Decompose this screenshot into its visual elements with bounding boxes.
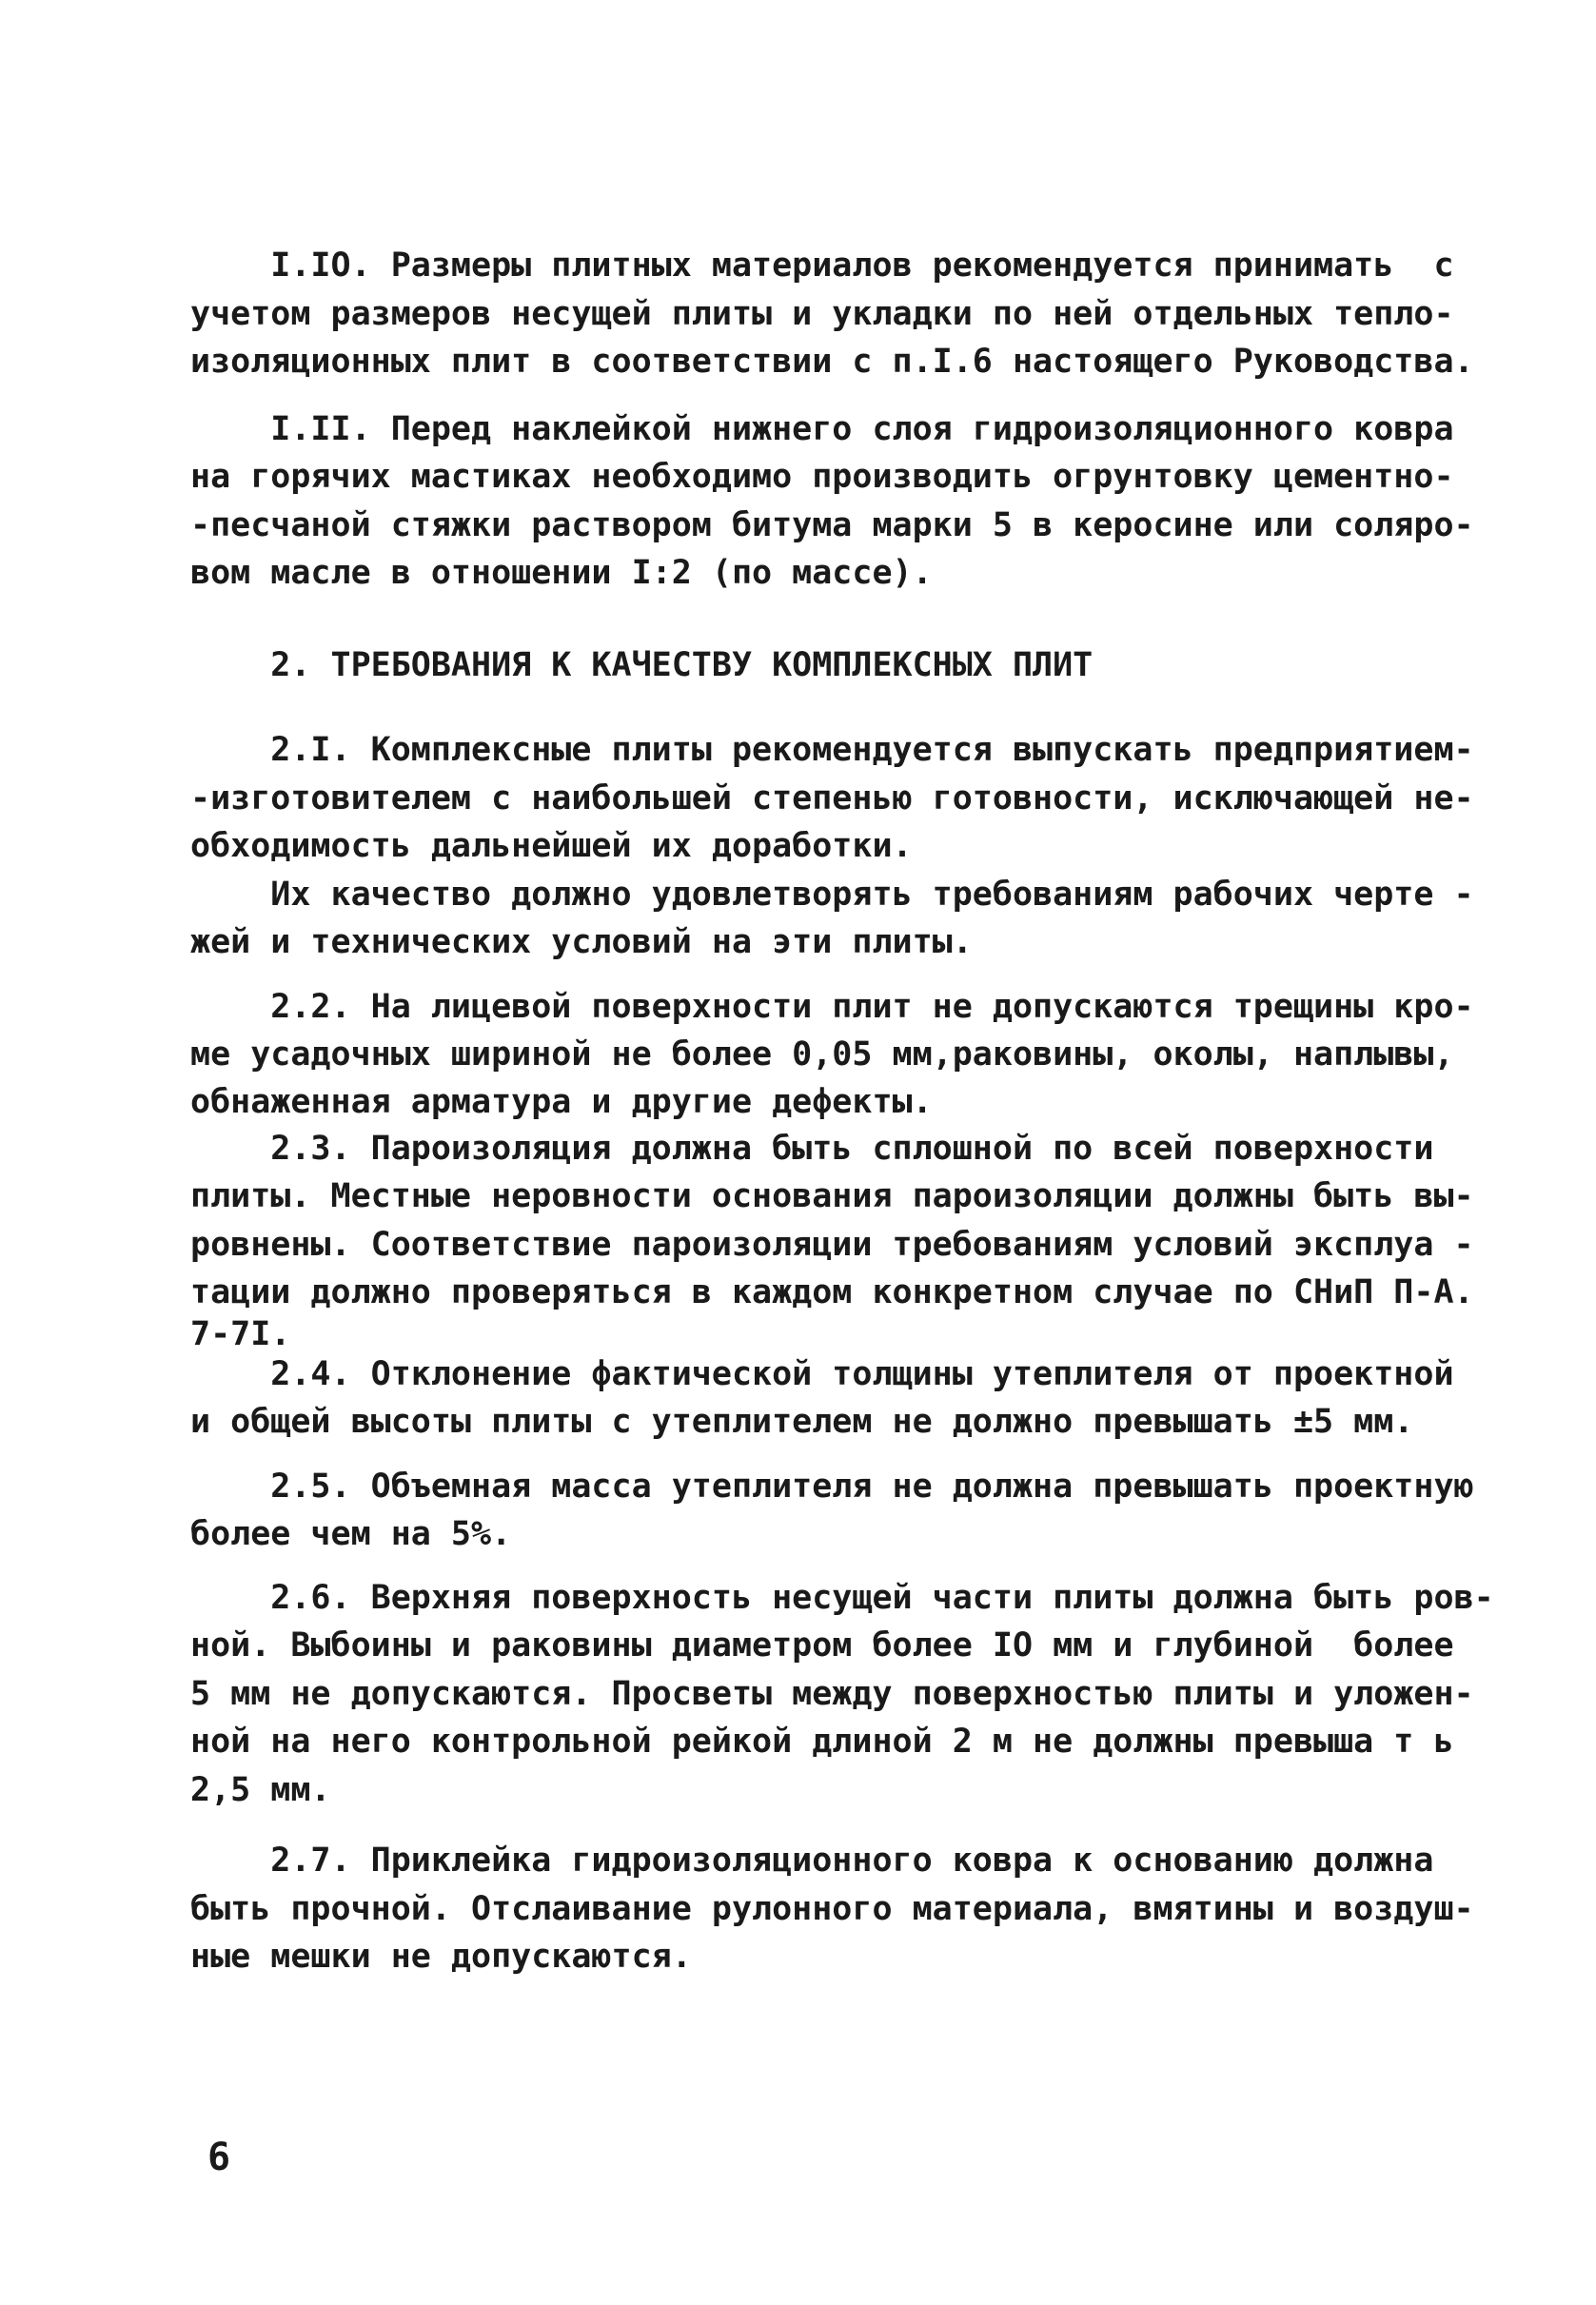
text-line: 7-7I. bbox=[190, 1315, 291, 1353]
text-line: более чем на 5%. bbox=[190, 1515, 512, 1553]
text-line: и общей высоты плиты с утеплителем не должно превышать ±5 мм. bbox=[190, 1403, 1414, 1441]
text-line: учетом размеров несущей плиты и укладки по ней отдельных тепло- bbox=[190, 295, 1454, 333]
text-line: жей и технических условий на эти плиты. bbox=[190, 923, 973, 961]
text-line: обходимость дальнейшей их доработки. bbox=[190, 827, 913, 865]
text-line: Их качество должно удовлетворять требованиям рабочих черте - bbox=[190, 876, 1474, 914]
text-line: 5 мм не допускаются. Просветы между поверхностью плиты и уложен- bbox=[190, 1675, 1474, 1713]
text-line: 2.I. Комплексные плиты рекомендуется выпускать предприятием- bbox=[190, 731, 1474, 769]
text-line: I.II. Перед наклейкой нижнего слоя гидроизоляционного ковра bbox=[190, 410, 1454, 448]
text-line: 2.2. На лицевой поверхности плит не допускаются трещины кро- bbox=[190, 988, 1474, 1026]
text-line: -песчаной стяжки раствором битума марки 5 в керосине или соляро- bbox=[190, 506, 1474, 544]
text-line: обнаженная арматура и другие дефекты. bbox=[190, 1083, 933, 1121]
text-line: ме усадочных шириной не более 0,05 мм,раковины, околы, наплывы, bbox=[190, 1035, 1454, 1074]
text-line: 2.7. Приклейка гидроизоляционного ковра к основанию должна bbox=[190, 1842, 1434, 1880]
section-heading: 2. ТРЕБОВАНИЯ К КАЧЕСТВУ КОМПЛЕКСНЫХ ПЛИТ bbox=[190, 646, 1094, 684]
text-line: 2,5 мм. bbox=[190, 1771, 331, 1809]
text-line: 2.4. Отклонение фактической толщины утеплителя от проектной bbox=[190, 1355, 1454, 1393]
text-line: ровнены. Соответствие пароизоляции требованиям условий эксплуа - bbox=[190, 1226, 1474, 1264]
text-line: ной на него контрольной рейкой длиной 2 м не должны превыша т ь bbox=[190, 1723, 1454, 1761]
text-line: 2.5. Объемная масса утеплителя не должна превышать проектную bbox=[190, 1468, 1474, 1506]
text-line: быть прочной. Отслаивание рулонного материала, вмятины и воздуш- bbox=[190, 1890, 1474, 1928]
text-line: на горячих мастиках необходимо производить огрунтовку цементно- bbox=[190, 458, 1454, 496]
text-line: ные мешки не допускаются. bbox=[190, 1938, 692, 1976]
page-number: 6 bbox=[207, 2136, 231, 2179]
text-line: -изготовителем с наибольшей степенью готовности, исключающей не- bbox=[190, 779, 1474, 818]
text-line: 2.6. Верхняя поверхность несущей части плиты должна быть ров- bbox=[190, 1579, 1494, 1617]
text-line: тации должно проверяться в каждом конкретном случае по СНиП П-А. bbox=[190, 1273, 1474, 1311]
text-line: вом масле в отношении I:2 (по массе). bbox=[190, 554, 933, 592]
text-line: плиты. Местные неровности основания пароизоляции должны быть вы- bbox=[190, 1177, 1474, 1215]
text-line: I.IO. Размеры плитных материалов рекомендуется принимать с bbox=[190, 246, 1454, 285]
text-line: изоляционных плит в соответствии с п.I.6 настоящего Руководства. bbox=[190, 343, 1474, 381]
text-line: 2.3. Пароизоляция должна быть сплошной по всей поверхности bbox=[190, 1130, 1434, 1168]
text-line: ной. Выбоины и раковины диаметром более IO мм и глубиной более bbox=[190, 1626, 1454, 1665]
